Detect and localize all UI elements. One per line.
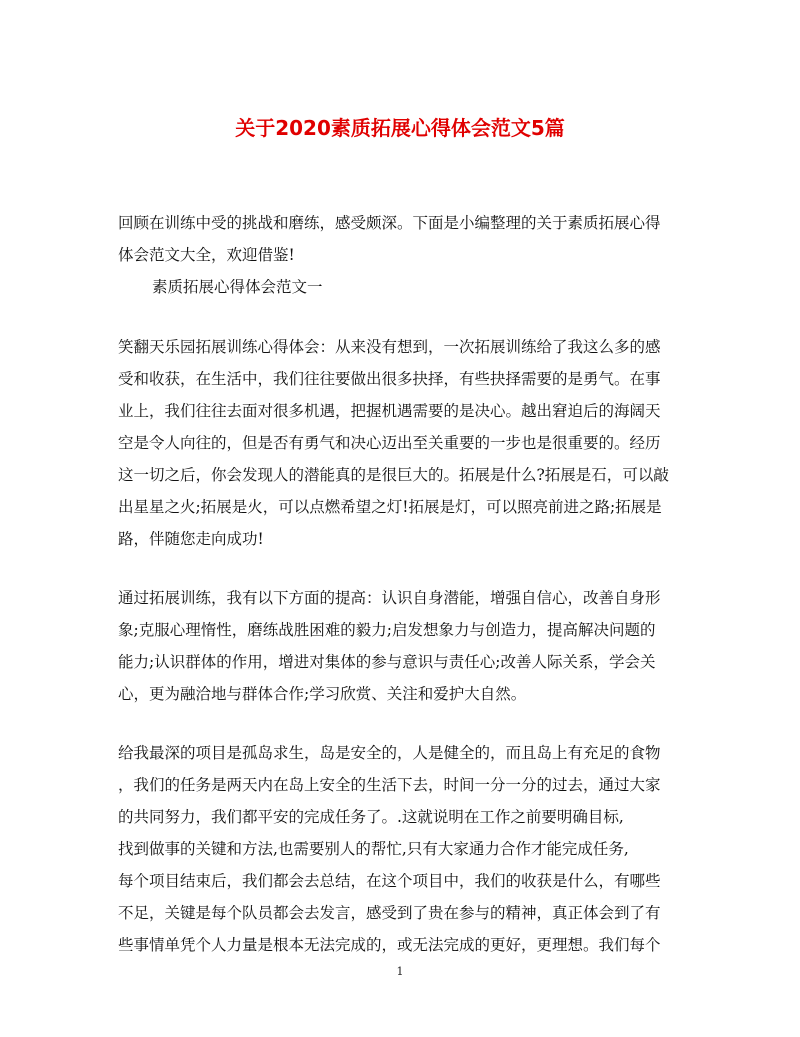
intro-line: 回顾在训练中受的挑战和磨练，感受颇深。下面是小编整理的关于素质拓展心得 (118, 214, 661, 232)
paragraph-line: 不足，关键是每个队员都会去发言，感受到了贵在参与的精神，真正体会到了有 (118, 904, 661, 922)
paragraph-line: 这一切之后，你会发现人的潜能真的是很巨大的。拓展是什么?拓展是石，可以敲 (118, 466, 669, 484)
paragraph-line: 的共同努力，我们都平安的完成任务了。.这就说明在工作之前要明确目标, (118, 808, 624, 826)
paragraph-line: 能力;认识群体的作用，增进对集体的参与意识与责任心;改善人际关系，学会关 (118, 653, 656, 671)
paragraph-line: 象;克服心理惰性，磨练战胜困难的毅力;启发想象力与创造力，提高解决问题的 (118, 621, 656, 639)
intro-line: 体会范文大全，欢迎借鉴! (118, 246, 295, 264)
paragraph-line: 心，更为融洽地与群体合作;学习欣赏、关注和爱护大自然。 (118, 685, 527, 703)
paragraph-line: 些事情单凭个人力量是根本无法完成的，或无法完成的更好，更理想。我们每个 (118, 936, 661, 954)
paragraph-line: 找到做事的关键和方法,也需要别人的帮忙,只有大家通力合作才能完成任务, (118, 840, 629, 858)
paragraph-line: 业上，我们往往去面对很多机遇，把握机遇需要的是决心。越出窘迫后的海阔天 (118, 402, 661, 420)
paragraph-line: 每个项目结束后，我们都会去总结，在这个项目中，我们的收获是什么，有哪些 (118, 872, 661, 890)
paragraph-line: ，我们的任务是两天内在岛上安全的生活下去，时间一分一分的过去，通过大家 (118, 776, 661, 794)
section-subheading: 素质拓展心得体会范文一 (152, 278, 323, 296)
paragraph-line: 受和收获，在生活中，我们往往要做出很多抉择，有些抉择需要的是勇气。在事 (118, 370, 661, 388)
paragraph-line: 空是令人向往的，但是否有勇气和决心迈出至关重要的一步也是很重要的。经历 (118, 434, 661, 452)
paragraph-line: 给我最深的项目是孤岛求生，岛是安全的，人是健全的，而且岛上有充足的食物 (118, 744, 661, 762)
document-title: 关于2020素质拓展心得体会范文5篇 (235, 116, 565, 140)
paragraph-line: 路，伴随您走向成功! (118, 530, 264, 548)
paragraph-line: 通过拓展训练，我有以下方面的提高：认识自身潜能，增强自信心，改善自身形 (118, 589, 661, 607)
paragraph-line: 出星星之火;拓展是火，可以点燃希望之灯!拓展是灯，可以照亮前进之路;拓展是 (118, 498, 662, 516)
paragraph-line: 笑翻天乐园拓展训练心得体会：从来没有想到，一次拓展训练给了我这么多的感 (118, 338, 661, 356)
page-number: 1 (396, 965, 404, 978)
